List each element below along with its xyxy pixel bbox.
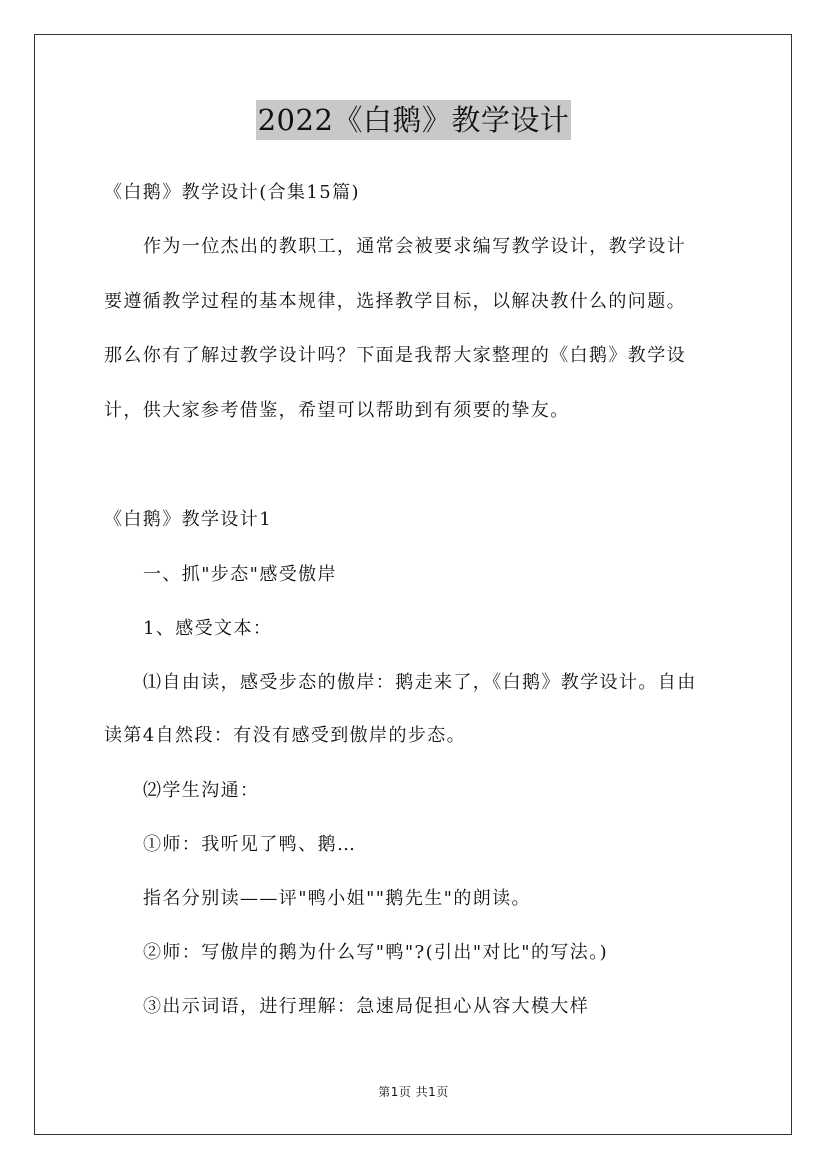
- intro-line: 要遵循教学过程的基本规律，选择教学目标，以解决教什么的问题。: [104, 291, 686, 312]
- document-title: 2022《白鹅》教学设计: [256, 100, 572, 140]
- page-footer: 第1页 共1页: [378, 1085, 449, 1099]
- section-line: ⑴自由读，感受步态的傲岸：鹅走来了，《白鹅》教学设计。自由: [143, 672, 697, 693]
- document-subtitle: 《白鹅》教学设计(合集15篇): [104, 182, 360, 203]
- section-heading: 《白鹅》教学设计1: [104, 509, 273, 530]
- intro-line: 那么你有了解过教学设计吗？下面是我帮大家整理的《白鹅》教学设: [104, 345, 686, 366]
- intro-line: 计，供大家参考借鉴，希望可以帮助到有须要的挚友。: [104, 400, 570, 421]
- section-line: ②师：写傲岸的鹅为什么写"鸭"?(引出"对比"的写法。): [143, 942, 609, 963]
- section-line: 1、感受文本：: [143, 618, 273, 639]
- section-line: 指名分别读——评"鸭小姐""鹅先生"的朗读。: [143, 888, 531, 909]
- section-line: ①师：我听见了鸭、鹅…: [143, 834, 357, 855]
- section-line: ③出示词语，进行理解：急速局促担心从容大模大样: [143, 996, 590, 1017]
- section-line: ⑵学生沟通：: [143, 780, 260, 801]
- section-line: 一、抓"步态"感受傲岸: [143, 564, 337, 585]
- section-line: 读第4自然段：有没有感受到傲岸的步态。: [104, 725, 467, 746]
- intro-line: 作为一位杰出的教职工，通常会被要求编写教学设计，教学设计: [143, 236, 687, 257]
- title-container: [0, 100, 827, 140]
